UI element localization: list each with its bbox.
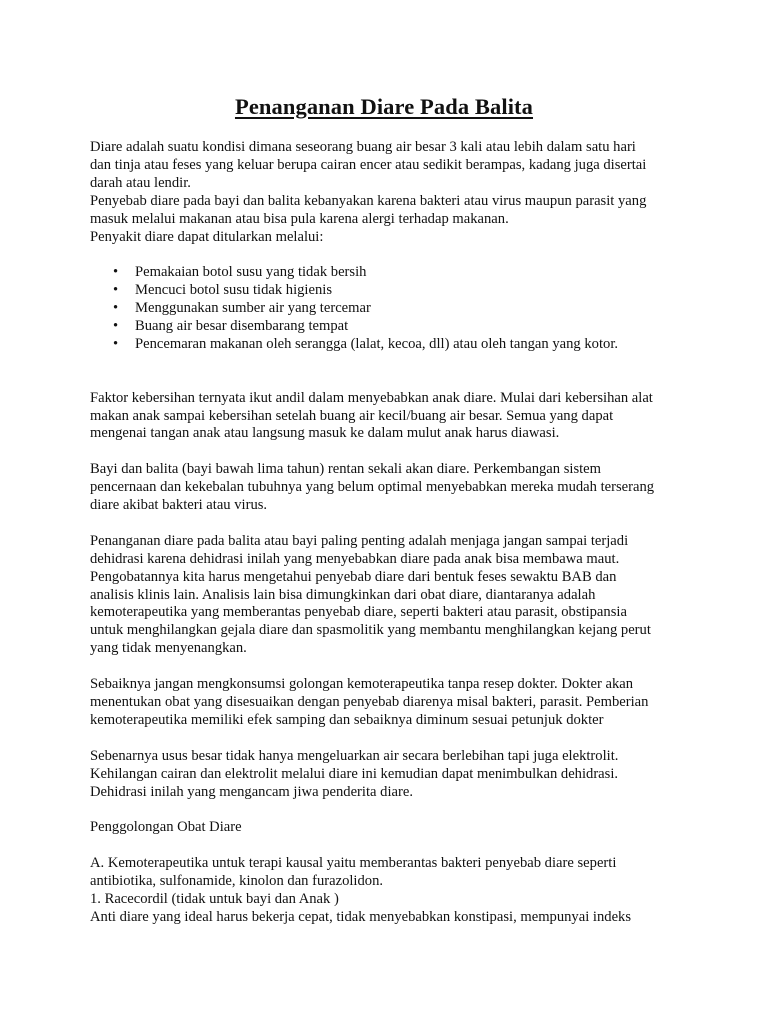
list-item: • Buang air besar disembarang tempat	[113, 318, 349, 335]
bullet-icon: •	[113, 318, 119, 335]
toddler-paragraph: Bayi dan balita (bayi bawah lima tahun) rentan sekali akan diare. Perkembangan sistem pencernaan dan kekebalan tubuhnya yang belum optimal menyebabkan mereka mudah terserang diare akibat bakteri atau virus.	[90, 461, 655, 514]
transmission-list	[90, 264, 690, 354]
document-body	[90, 139, 690, 927]
list-item: • Mencuci botol susu tidak higienis	[113, 282, 332, 299]
advice-paragraph: Sebaiknya jangan mengkonsumsi golongan kemoterapeutika tanpa resep dokter. Dokter akan menentukan obat yang disesuaikan dengan penyebab diarenya misal bakteri, parasit. Pemberian kemoterapeutika memiliki efek samping dan sebaiknya diminum sesuai petunjuk dokter	[90, 676, 649, 728]
intro-paragraph: Diare adalah suatu kondisi dimana seseorang buang air besar 3 kali atau lebih dalam satu hari dan tinja atau feses yang keluar berupa cairan encer atau sedikit berampas, kadang juga disertai darah atau lendir. Penyebab diare pada bayi dan balita kebanyakan karena bakteri atau virus maupun parasit yang masuk melalui makanan atau bisa pula karena alergi terhadap makanan. Penyakit diare dapat ditularkan melalui:	[90, 139, 647, 245]
list-item: • Pencemaran makanan oleh serangga (lalat, kecoa, dll) atau oleh tangan yang kotor.	[113, 335, 619, 352]
chemotherapy-paragraph: A. Kemoterapeutika untuk terapi kausal yaitu memberantas bakteri penyebab diare seperti antibiotika, sulfonamide, kinolon dan furazolidon. 1. Racecordil (tidak untuk bayi dan Anak ) Anti diare yang ideal harus bekerja cepat, tidak menyebabkan konstipasi, mempunyai indeks	[90, 855, 632, 925]
bullet-icon: •	[113, 264, 119, 281]
hygiene-paragraph: Faktor kebersihan ternyata ikut andil dalam menyebabkan anak diare. Mulai dari kebersihan alat makan anak sampai kebersihan setelah buang air kecil/buang air besar. Semua yang dapat mengenai tangan anak atau langsung masuk ke dalam mulut anak harus diawasi.	[90, 389, 653, 442]
bullet-icon: •	[113, 282, 119, 299]
bullet-icon: •	[113, 335, 119, 352]
treatment-paragraph: Penanganan diare pada balita atau bayi paling penting adalah menjaga jangan sampai terjadi dehidrasi karena dehidrasi inilah yang menyebabkan diare pada anak bisa membawa maut. Pengobatannya kita harus mengetahui penyebab diare dari bentuk feses sewaktu BAB dan analisis klinis lain. Analisis lain bisa dimungkinkan dari obat diare, diantaranya adalah kemoterapeutika yang memberantas penyebab diare, seperti bakteri atau parasit, obstipansia untuk menghilangkan gejala diare dan spasmolitik yang membantu menghilangkan kejang perut yang tidak menyenangkan.	[90, 532, 651, 657]
section-heading: Penggolongan Obat Diare	[90, 819, 242, 836]
intestine-paragraph: Sebenarnya usus besar tidak hanya mengeluarkan air secara berlebihan tapi juga elektrolit. Kehilangan cairan dan elektrolit melalui diare ini kemudian dapat menimbulkan dehidrasi. Dehidrasi inilah yang mengancam jiwa penderita diare.	[90, 747, 619, 800]
list-item: • Pemakaian botol susu yang tidak bersih	[113, 264, 367, 281]
bullet-icon: •	[113, 300, 119, 317]
list-item: • Menggunakan sumber air yang tercemar	[113, 300, 371, 317]
document-title: Penanganan Diare Pada Balita	[234, 94, 534, 119]
